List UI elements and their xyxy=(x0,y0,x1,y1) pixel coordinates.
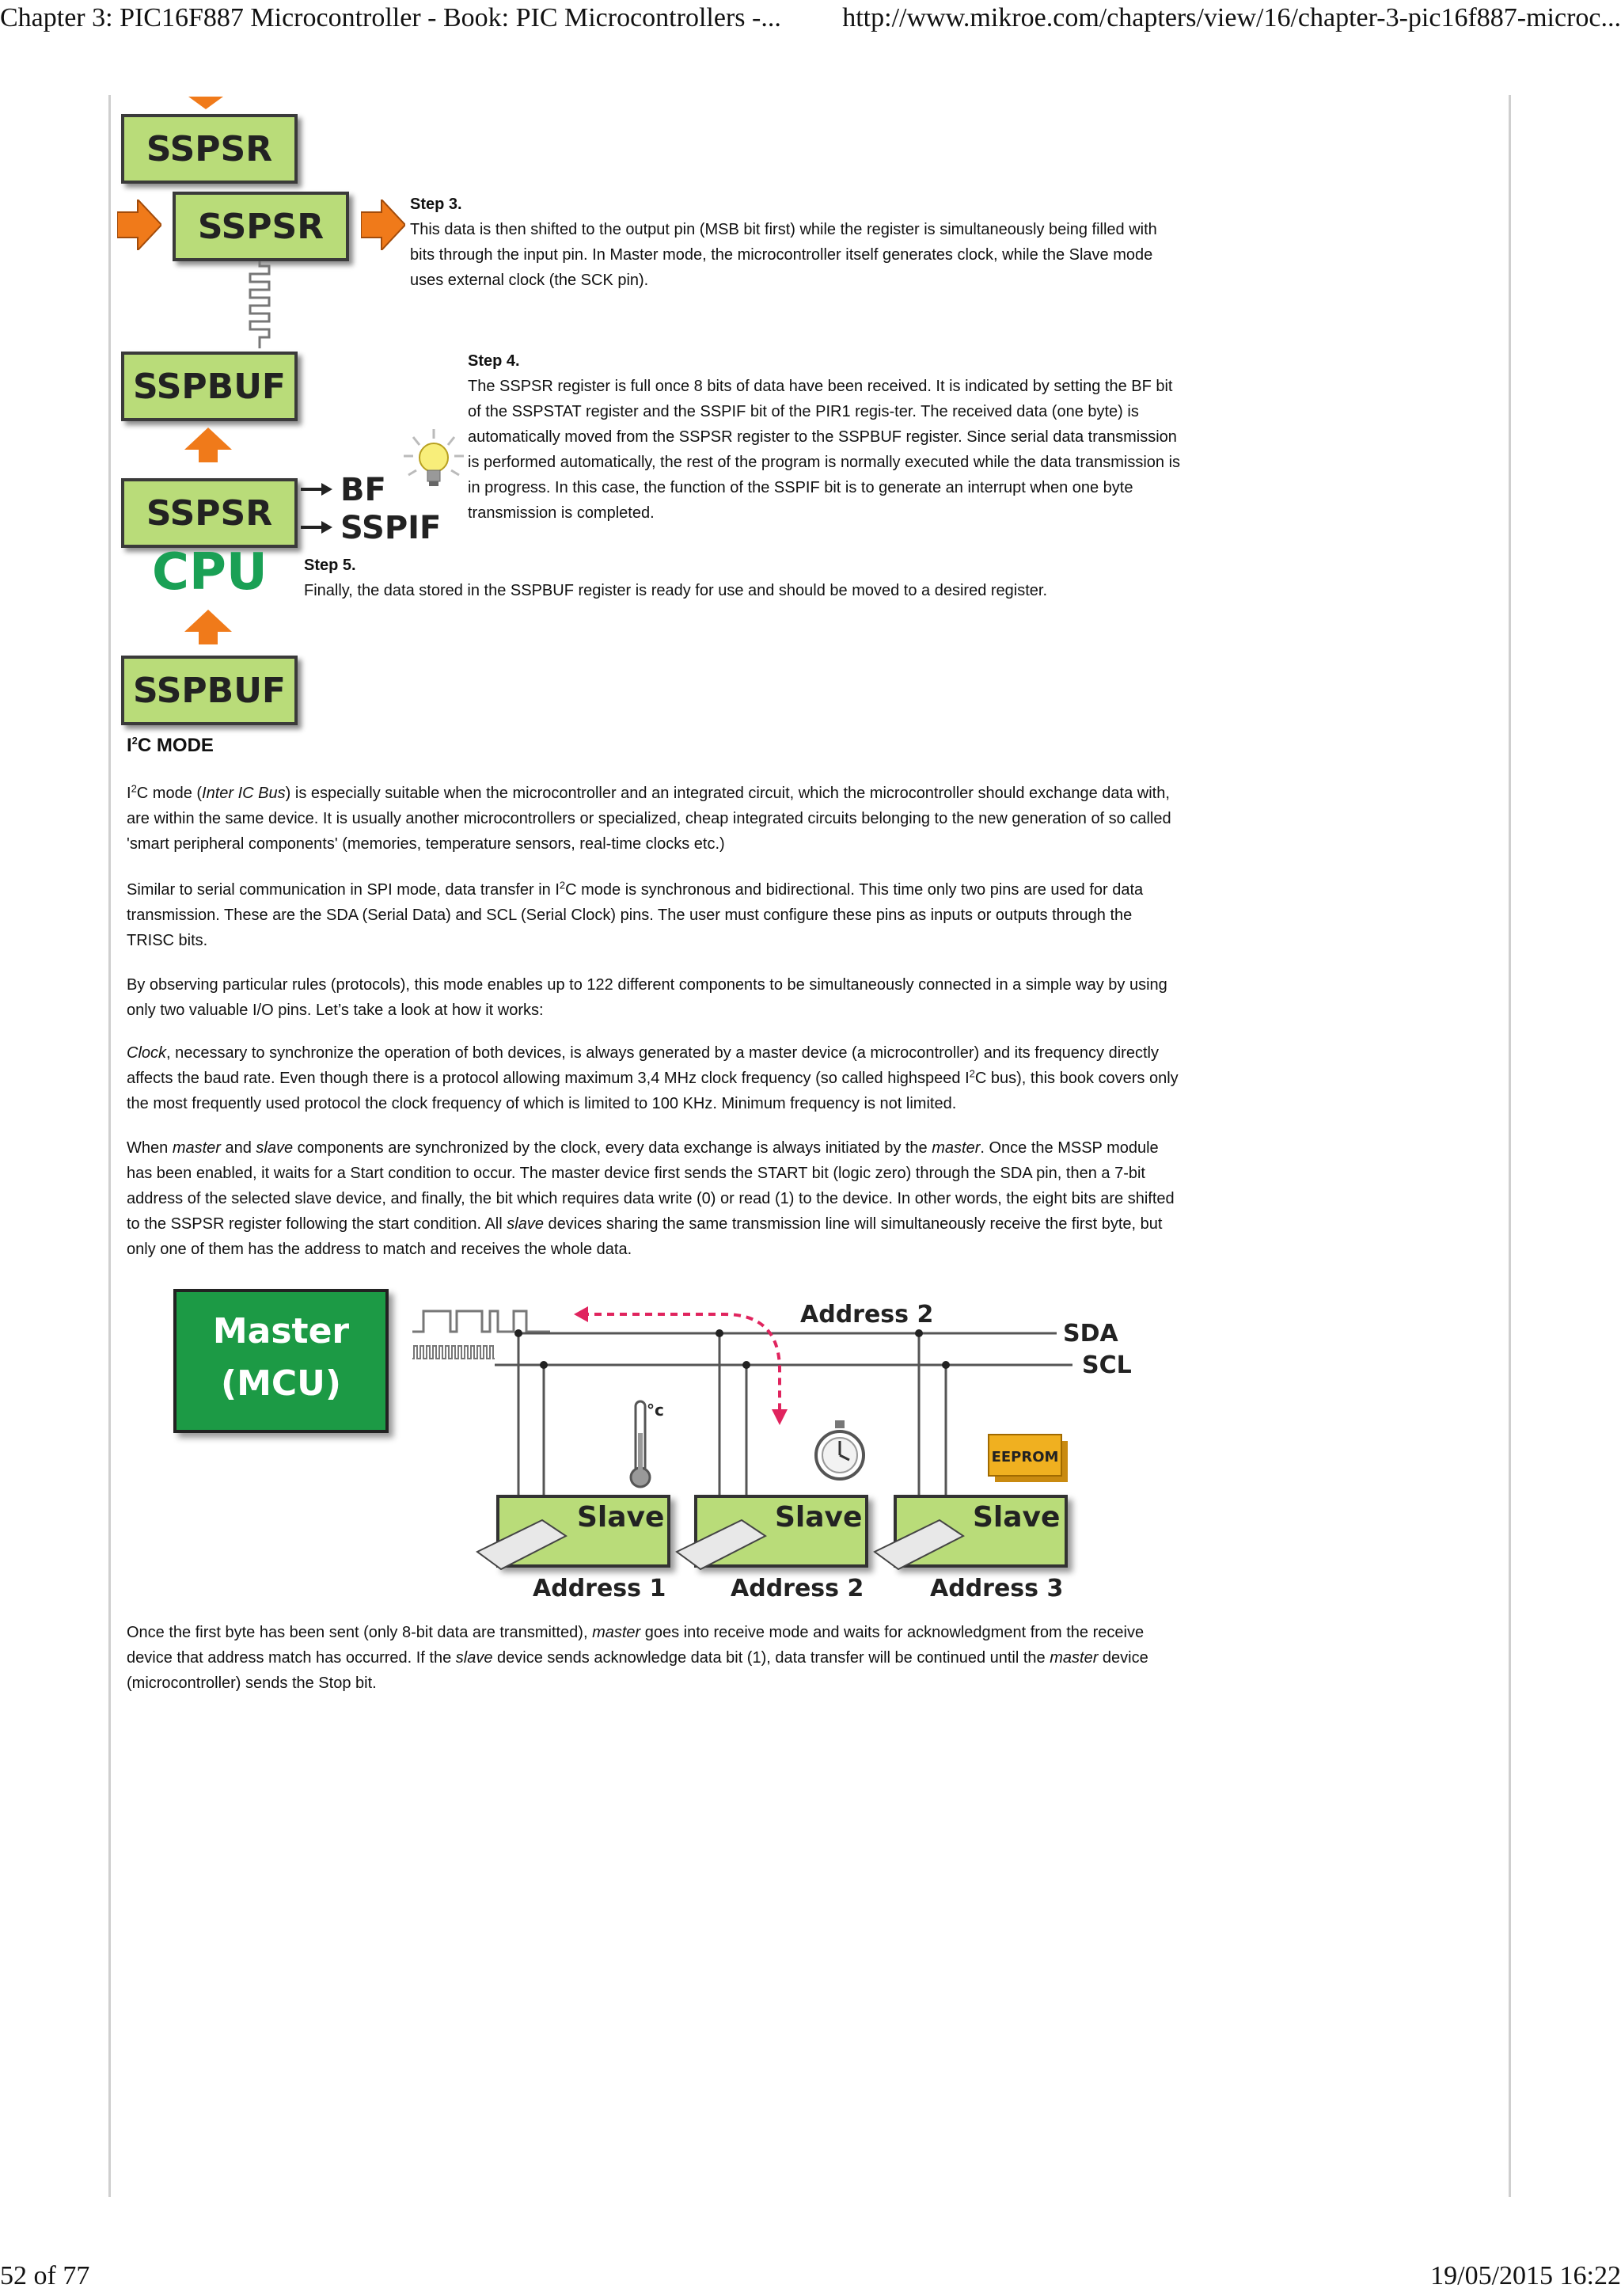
i2c-paragraph-5: When master and slave components are synchronized by the clock, every data exchange is always initiated by the master. Once the MSSP module has been enabled, it waits for a Start condition to occur. The master device first sends the START bit (logic zero) through the SDA pin, then a 7-bit address of the selected slave device, and finally, the bit which requires data write (0) or read (1) to the device. In other words, the eight bits are shifted to the SSPSR register following the start condition. All slave devices sharing the same transmission line will simultaneously receive the first byte, but only one of them has the address to match and receives the whole data. xyxy=(127,1139,1175,1258)
sspbuf-block-1: SSPBUF xyxy=(121,352,298,421)
master-mcu-box xyxy=(175,1291,387,1431)
up-arrow-2-icon xyxy=(184,610,232,632)
sspbuf-block-2: SSPBUF xyxy=(121,656,298,725)
slave-2-label: Slave xyxy=(775,1501,863,1534)
page-frame-right-border xyxy=(1509,95,1511,2197)
thermometer-unit-label: °c xyxy=(647,1401,664,1420)
top-arrow-tip xyxy=(188,97,223,109)
up-arrow-1-icon xyxy=(184,428,232,450)
bus-taps xyxy=(518,1333,946,1498)
step-3 xyxy=(410,192,1170,293)
print-header-url: http://www.mikroe.com/chapters/view/16/chapter-3-pic16f887-microc... xyxy=(842,3,1621,32)
step-5 xyxy=(304,553,1175,603)
slave-2-address-label: Address 2 xyxy=(731,1575,864,1602)
i2c-bus-diagram xyxy=(170,1283,1152,1607)
slave-1-label: Slave xyxy=(577,1501,665,1534)
sda-label: SDA xyxy=(1063,1320,1118,1348)
slave-3-label: Slave xyxy=(973,1501,1061,1534)
eeprom-label: EEPROM xyxy=(991,1449,1059,1465)
bf-flag-label: BF xyxy=(340,472,386,508)
step-4-title: Step 4. xyxy=(468,352,520,370)
shift-in-arrow-icon xyxy=(117,200,161,250)
slave-1-address-label: Address 1 xyxy=(533,1575,666,1602)
master-mcu-label: (MCU) xyxy=(220,1363,342,1404)
address-arrow-down-head-icon xyxy=(772,1409,788,1425)
sspsr-block-2: SSPSR xyxy=(173,192,349,261)
sspsr-block-1: SSPSR xyxy=(121,114,298,184)
up-arrow-2-stem xyxy=(199,630,218,644)
step-3-title: Step 3. xyxy=(410,196,462,213)
sda-waveform-icon xyxy=(412,1311,550,1332)
i2c-paragraph-6: Once the first byte has been sent (only 8-bit data are transmitted), master goes into receive mode and waits for acknowledgment from the receive device that address match has occurred. If the slave device sends acknowledge data bit (1), data transfer will be continued until the master device (microcontroller) sends the Stop bit. xyxy=(127,1624,1148,1692)
eeprom-chip-icon xyxy=(989,1435,1068,1482)
stopwatch-icon xyxy=(816,1420,864,1479)
address-arrow-left-head-icon xyxy=(574,1306,588,1322)
light-bulb-icon xyxy=(402,428,465,499)
print-datetime: 19/05/2015 16:22 xyxy=(1430,2261,1621,2290)
address-match-arrow xyxy=(582,1314,780,1409)
sspif-arrow-icon xyxy=(301,519,332,535)
sspif-flag-label: SSPIF xyxy=(340,510,442,546)
print-header xyxy=(0,3,1621,38)
step-3-text: This data is then shifted to the output pin (MSB bit first) while the register is simultaneously being filled with bits through the input pin. In Master mode, the microcontroller itself generates clock, while the Slave mode uses external clock (the SCK pin). xyxy=(410,221,1157,289)
print-footer xyxy=(0,2261,1621,2296)
step-4-text: The SSPSR register is full once 8 bits of data have been received. It is indicated by setting the BF bit of the SSPSTAT register and the SSPIF bit of the PIR1 regis-ter. The received data (one byte) is automatically moved from the SSPSR register to the SSPBUF register. Since serial data transmission is performed automatically, the rest of the program is normally executed while the data transmission is in progress. In this case, the function of the SSPIF bit is to generate an interrupt when one byte transmission is completed. xyxy=(468,378,1181,522)
cpu-label: CPU xyxy=(152,543,268,602)
step-5-title: Step 5. xyxy=(304,557,356,574)
slave-3-address-label: Address 3 xyxy=(930,1575,1064,1602)
sspsr-block-3: SSPSR xyxy=(121,478,298,548)
page-number: 52 of 77 xyxy=(0,2261,90,2290)
i2c-paragraph-4: Clock, necessary to synchronize the operation of both devices, is always generated by a master device (a microcontroller) and its frequency directly affects the baud rate. Even though there is a protocol allowing maximum 3,4 MHz clock frequency (so called highspeed $I^2C$ bus), this book covers only the most frequently used protocol the clock frequency of which is limited to 100 KHz. Minimum frequency is not limited. xyxy=(127,1044,1179,1112)
clock-waveform-icon xyxy=(244,261,275,348)
i2c-paragraph-2: Similar to serial communication in SPI mode, data transfer in $I^2C$ mode is synchronous and bidirectional. This time only two pins are used for data transmission. These are the SDA (Serial Data) and SCL (Serial Clock) pins. The user must configure these pins as inputs or outputs through the TRISC bits. xyxy=(127,879,1144,949)
master-label: Master xyxy=(212,1311,350,1351)
scl-waveform-icon xyxy=(412,1346,495,1359)
shift-out-arrow-icon xyxy=(361,200,405,250)
print-header-title: Chapter 3: PIC16F887 Microcontroller - Book: PIC Microcontrollers -... xyxy=(0,3,781,32)
page-frame-left-border xyxy=(108,95,111,2197)
address-2-top-label: Address 2 xyxy=(800,1301,934,1329)
i2c-paragraph-3: By observing particular rules (protocols), this mode enables up to 122 different components to be simultaneously connected in a simple way by using only two valuable I/O pins. Let’s take a look at how it works: xyxy=(127,976,1167,1019)
bf-arrow-icon xyxy=(301,481,332,497)
i2c-mode-heading: $I^2C$ MODE xyxy=(127,735,214,756)
step-5-text: Finally, the data stored in the SSPBUF register is ready for use and should be moved to a desired register. xyxy=(304,582,1048,599)
scl-label: SCL xyxy=(1082,1351,1132,1379)
up-arrow-1-stem xyxy=(199,448,218,462)
i2c-paragraph-1: $I^2C$ mode (Inter IC Bus) is especially suitable when the microcontroller and an integrated circuit, which the microcontroller should exchange data with, are within the same device. It is usually another microcontrollers or specialized, cheap integrated circuits belonging to the new generation of so called 'smart peripheral components' (memories, temperature sensors, real-time clocks etc.) xyxy=(127,782,1171,853)
step-4 xyxy=(468,348,1185,526)
